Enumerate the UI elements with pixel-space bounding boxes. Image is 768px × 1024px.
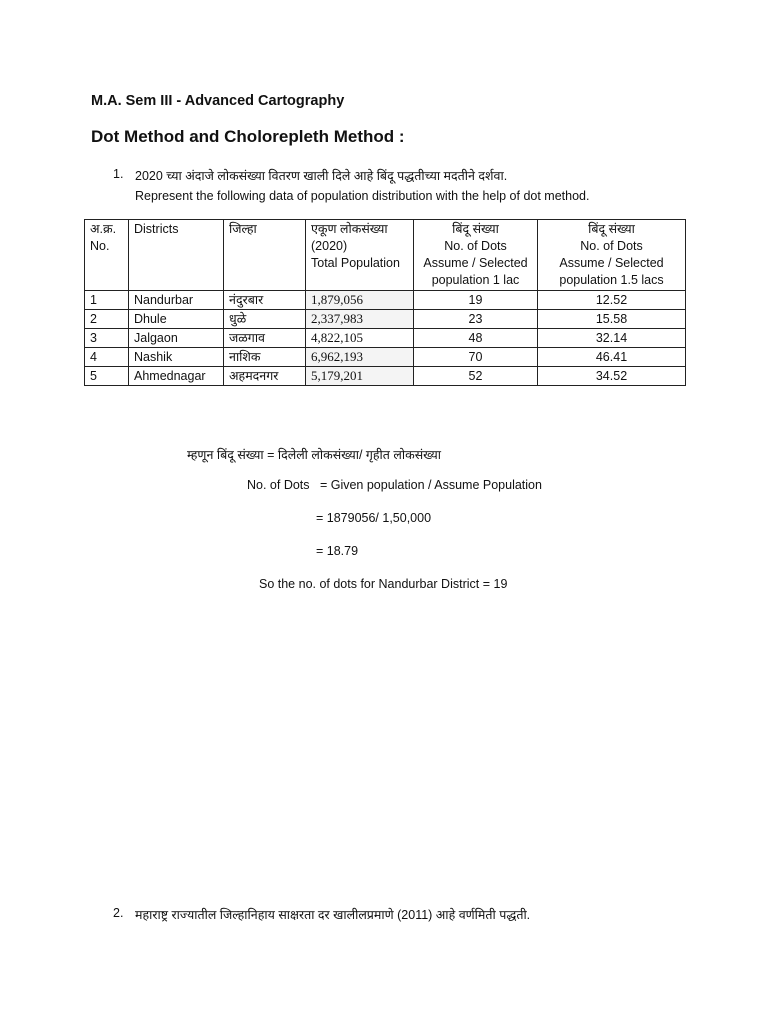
cell-dots-1-lac: 23 — [414, 310, 538, 329]
formula-marathi: म्हणून बिंदू संख्या = दिलेली लोकसंख्या/ गृहीत लोकसंख्या — [187, 448, 441, 462]
cell-district: Dhule — [129, 310, 224, 329]
cell-district-marathi: धुळे — [224, 310, 306, 329]
header-dots-1-5-lacs: बिंदू संख्या No. of Dots Assume / Selected population 1.5 lacs — [538, 220, 686, 291]
cell-dots-1-lac: 70 — [414, 348, 538, 367]
question-1-number: 1. — [113, 167, 124, 181]
cell-no: 5 — [85, 367, 129, 386]
cell-district-marathi: नंदुरबार — [224, 291, 306, 310]
cell-dots-1-5-lacs: 46.41 — [538, 348, 686, 367]
cell-dots-1-5-lacs: 32.14 — [538, 329, 686, 348]
cell-dots-1-lac: 52 — [414, 367, 538, 386]
formula-english: No. of Dots = Given population / Assume Population — [247, 478, 542, 492]
cell-district: Nandurbar — [129, 291, 224, 310]
cell-district: Jalgaon — [129, 329, 224, 348]
population-table — [84, 219, 686, 386]
cell-no: 2 — [85, 310, 129, 329]
table-row — [85, 291, 686, 310]
header-district-marathi: जिल्हा — [224, 220, 306, 291]
header-districts: Districts — [129, 220, 224, 291]
cell-district-marathi: नाशिक — [224, 348, 306, 367]
question-2-text: महाराष्ट्र राज्यातील जिल्हानिहाय साक्षरता दर खालीलप्रमाणे (2011) आहे वर्णमिती पद्धती. — [135, 908, 531, 922]
cell-no: 3 — [85, 329, 129, 348]
cell-district-marathi: अहमदनगर — [224, 367, 306, 386]
cell-dots-1-5-lacs: 34.52 — [538, 367, 686, 386]
question-1-marathi: 2020 च्या अंदाजे लोकसंख्या वितरण खाली दिले आहे बिंदू पद्धतीच्या मदतीने दर्शवा. — [135, 169, 508, 183]
header-dots-1-lac: बिंदू संख्या No. of Dots Assume / Selected population 1 lac — [414, 220, 538, 291]
table-row — [85, 310, 686, 329]
cell-population: 5,179,201 — [306, 367, 414, 386]
cell-population: 6,962,193 — [306, 348, 414, 367]
question-1-text — [135, 166, 695, 206]
cell-no: 4 — [85, 348, 129, 367]
course-title: M.A. Sem III - Advanced Cartography — [91, 93, 345, 109]
formula-step-2: = 18.79 — [316, 544, 359, 558]
question-2-number: 2. — [113, 906, 124, 920]
question-1-english: Represent the following data of population distribution with the help of dot method. — [135, 189, 590, 203]
table-header-row — [85, 220, 686, 291]
cell-no: 1 — [85, 291, 129, 310]
header-total-population: एकूण लोकसंख्या (2020) Total Population — [306, 220, 414, 291]
cell-population: 1,879,056 — [306, 291, 414, 310]
cell-population: 2,337,983 — [306, 310, 414, 329]
formula-step-1: = 1879056/ 1,50,000 — [316, 511, 432, 525]
formula-conclusion: So the no. of dots for Nandurbar District = 19 — [259, 577, 508, 591]
section-heading: Dot Method and Cholorepleth Method : — [91, 127, 405, 146]
header-sr-no: अ.क्र. No. — [85, 220, 129, 291]
cell-population: 4,822,105 — [306, 329, 414, 348]
cell-dots-1-5-lacs: 12.52 — [538, 291, 686, 310]
table-row — [85, 367, 686, 386]
cell-district-marathi: जळगाव — [224, 329, 306, 348]
table-row — [85, 329, 686, 348]
cell-district: Ahmednagar — [129, 367, 224, 386]
cell-dots-1-lac: 19 — [414, 291, 538, 310]
table-row — [85, 348, 686, 367]
cell-dots-1-5-lacs: 15.58 — [538, 310, 686, 329]
cell-dots-1-lac: 48 — [414, 329, 538, 348]
cell-district: Nashik — [129, 348, 224, 367]
